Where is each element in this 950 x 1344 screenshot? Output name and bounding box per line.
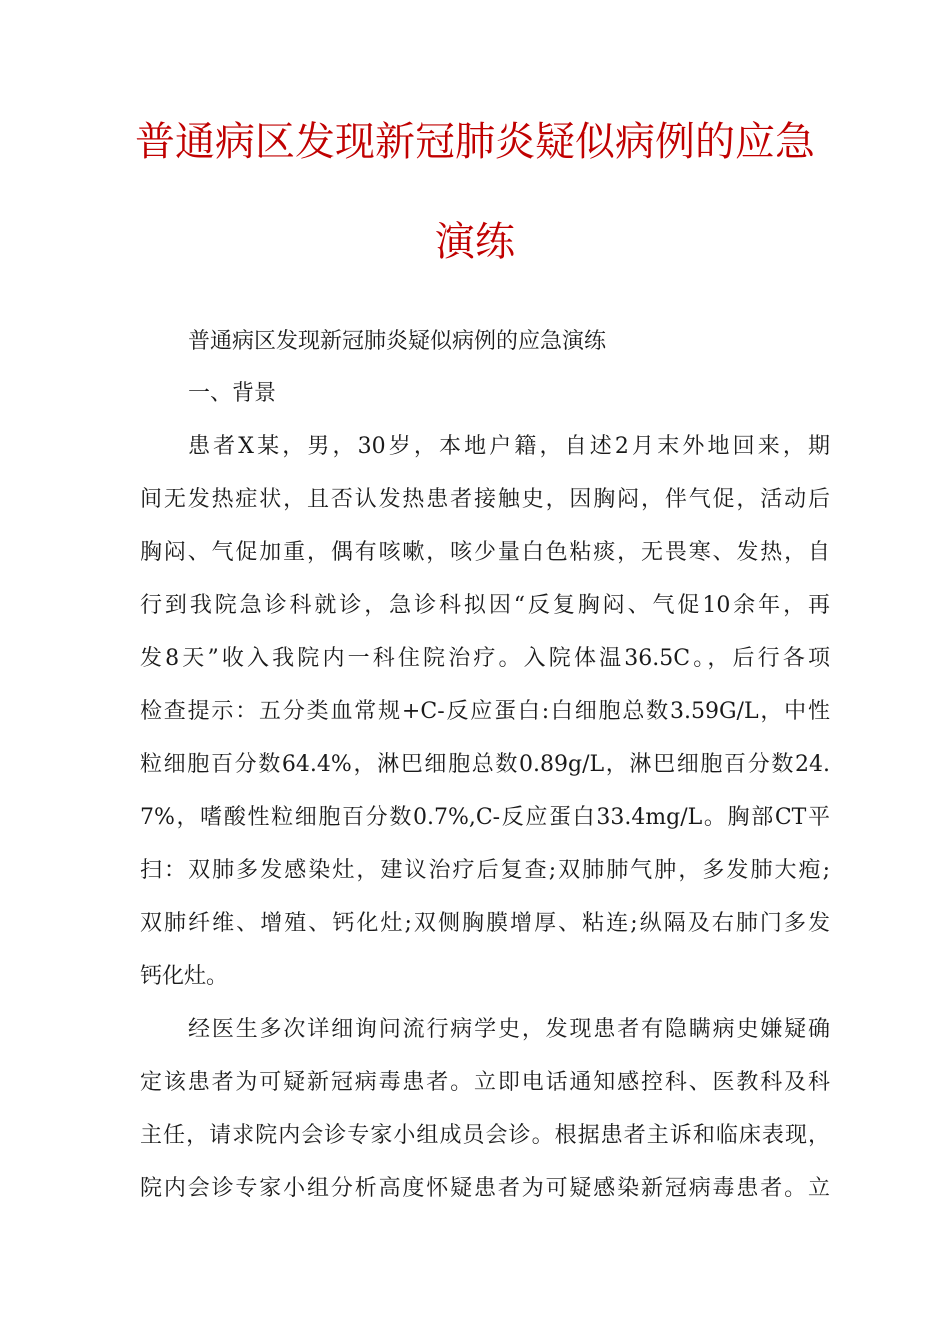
paragraph-1-line: 行到我院急诊科就诊，急诊科拟因“反复胸闷、气促10余年，再	[140, 593, 830, 618]
paragraph-2-line: 主任，请求院内会诊专家小组成员会诊。根据患者主诉和临床表现，	[140, 1123, 830, 1148]
document-subtitle: 普通病区发现新冠肺炎疑似病例的应急演练	[188, 329, 607, 354]
paragraph-2-line: 院内会诊专家小组分析高度怀疑患者为可疑感染新冠病毒患者。立	[140, 1176, 830, 1201]
document-title-line-2: 演练	[435, 219, 515, 265]
document-title-line-1: 普通病区发现新冠肺炎疑似病例的应急	[135, 119, 815, 165]
paragraph-1-line: 钙化灶。	[140, 964, 229, 989]
section-heading-background: 一、背景	[188, 381, 277, 406]
paragraph-1-line: 扫：双肺多发感染灶，建议治疗后复查;双肺肺气肿，多发肺大疱;	[140, 858, 830, 883]
paragraph-1-line: 发8天”收入我院内一科住院治疗。入院体温36.5C。，后行各项	[140, 646, 830, 671]
paragraph-1-line: 双肺纤维、增殖、钙化灶;双侧胸膜增厚、粘连;纵隔及右肺门多发	[140, 911, 830, 936]
paragraph-1-line: 患者X某，男，30岁，本地户籍，自述2月末外地回来，期	[188, 434, 830, 459]
paragraph-1-line: 粒细胞百分数64.4%，淋巴细胞总数0.89g/L，淋巴细胞百分数24.	[140, 752, 830, 777]
paragraph-2-line: 经医生多次详细询问流行病学史，发现患者有隐瞒病史嫌疑确	[188, 1017, 830, 1042]
paragraph-1-line: 检查提示：五分类血常规+C-反应蛋白:白细胞总数3.59G/L，中性	[140, 699, 830, 724]
paragraph-1-line: 7%，嗜酸性粒细胞百分数0.7%,C-反应蛋白33.4mg/L。胸部CT平	[140, 805, 830, 830]
paragraph-1-line: 间无发热症状，且否认发热患者接触史，因胸闷，伴气促，活动后	[140, 487, 830, 512]
paragraph-1-line: 胸闷、气促加重，偶有咳嗽，咳少量白色粘痰，无畏寒、发热，自	[140, 540, 830, 565]
paragraph-2-line: 定该患者为可疑新冠病毒患者。立即电话通知感控科、医教科及科	[140, 1070, 830, 1095]
